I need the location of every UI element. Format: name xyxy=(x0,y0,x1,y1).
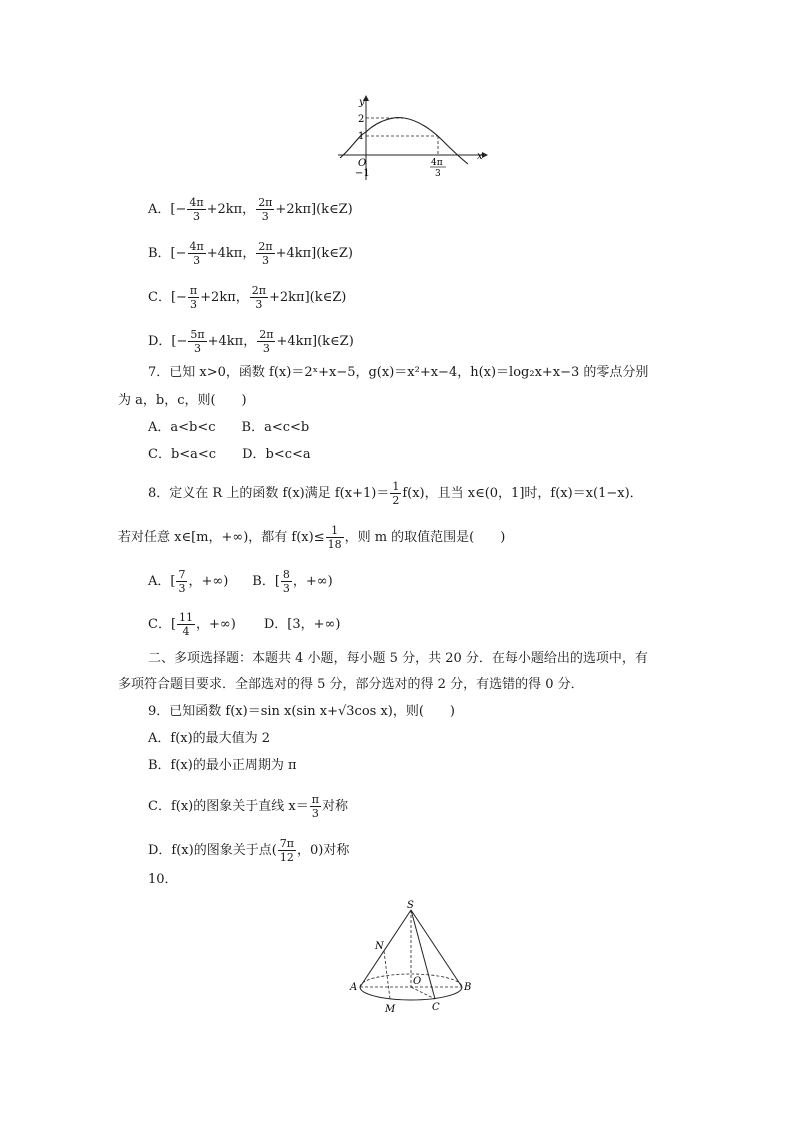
q6-option-a[interactable]: A．[− $\frac{4\pi}{3}$ +2kπ， $\frac{2\pi}{3}$ +2kπ](k∈Z) xyxy=(148,196,353,223)
fraction: $\frac{2\pi}{3}$ xyxy=(258,240,273,267)
q8-options-ab[interactable]: A．[ $\frac{7}{3}$ ，+∞) B．[ $\frac{8}{3}$ ，+∞) xyxy=(148,568,333,595)
q6-option-b[interactable]: B．[− $\frac{4\pi}{3}$ +4kπ， $\frac{2\pi}{3}$ +4kπ](k∈Z) xyxy=(148,240,353,267)
segment-nm xyxy=(384,951,390,999)
q8-options-cd[interactable]: C．[ $\frac{11}{4}$ ，+∞) D．[3，+∞) xyxy=(148,611,341,638)
label-c: C xyxy=(432,1002,440,1013)
y-tick-2: 2 xyxy=(358,114,365,125)
q7-options-ab[interactable]: A．a<b<c B．a<c<b xyxy=(148,420,310,435)
origin-label: O xyxy=(358,158,367,169)
fraction: $\frac{\pi}{3}$ xyxy=(189,284,198,311)
fraction: $\frac{5\pi}{3}$ xyxy=(190,328,205,355)
q8-stem-line1: 8．定义在 R 上的函数 f(x)满足 f(x+1)＝ $\frac{1}{2}$ f(x)，且当 x∈(0，1]时，f(x)＝x(1−x)． xyxy=(148,480,643,507)
cone-base-front xyxy=(360,987,462,1000)
fraction: $\frac{2\pi}{3}$ xyxy=(259,328,274,355)
fraction: $\frac{\pi}{3}$ xyxy=(311,793,319,820)
label-m: M xyxy=(385,1004,396,1015)
label-o: O xyxy=(413,976,422,987)
fraction: $\frac{2\pi}{3}$ xyxy=(258,196,273,223)
fraction: $\frac{4\pi}{3}$ xyxy=(189,196,204,223)
q8-stem-line2: 若对任意 x∈[m，+∞)，都有 f(x)≤ $\frac{1}{18}$ ，则 m 的取值范围是( ) xyxy=(118,524,506,551)
q7-stem-line2: 为 a，b，c，则( ) xyxy=(118,393,247,408)
x-axis-arrow-icon xyxy=(482,152,488,158)
section2-intro-line2: 多项符合题目要求．全部选对的得 5 分，部分选对的得 2 分，有选错的得 0 分． xyxy=(118,677,584,692)
fraction-bound: $\frac{1}{18}$ xyxy=(327,524,342,551)
fraction: $\frac{7\pi}{12}$ xyxy=(279,837,295,864)
fraction-half: $\frac{1}{2}$ xyxy=(392,480,400,507)
cone-figure xyxy=(345,898,480,1018)
q9-option-c[interactable]: C．f(x)的图象关于直线 x＝ $\frac{\pi}{3}$ 对称 xyxy=(148,793,348,820)
y-tick-1: 1 xyxy=(358,131,365,142)
x-tick-numerator: 4π xyxy=(431,158,443,168)
fraction: $\frac{4\pi}{3}$ xyxy=(189,240,204,267)
fraction: $\frac{8}{3}$ xyxy=(282,568,290,595)
y-axis-label: y xyxy=(359,97,365,108)
q10-number: 10． xyxy=(148,872,178,887)
label-s: S xyxy=(407,900,414,911)
cone-edge-sa xyxy=(360,910,411,987)
x-tick-denominator: 3 xyxy=(435,169,441,179)
q9-option-a[interactable]: A．f(x)的最大值为 2 xyxy=(148,731,271,746)
fraction: $\frac{2\pi}{3}$ xyxy=(251,284,266,311)
q7-stem-line1: 7．已知 x>0，函数 f(x)＝2ˣ+x−5，g(x)＝x²+x−4，h(x)＝log₂x+x−3 的零点分别 xyxy=(148,365,649,380)
segment-oc xyxy=(411,987,435,999)
q9-stem: 9．已知函数 f(x)＝sin x(sin x+√3cos x)，则( ) xyxy=(148,704,455,719)
q7-options-cd[interactable]: C．b<a<c D．b<c<a xyxy=(148,447,311,462)
q6-option-c[interactable]: C．[− $\frac{\pi}{3}$ +2kπ， $\frac{2\pi}{3}$ +2kπ](k∈Z) xyxy=(148,284,347,311)
sine-graph xyxy=(334,92,494,182)
y-tick-neg1: −1 xyxy=(355,168,370,179)
q9-option-b[interactable]: B．f(x)的最小正周期为 π xyxy=(148,758,297,773)
q6-option-d[interactable]: D．[− $\frac{5\pi}{3}$ +4kπ， $\frac{2\pi}{3}$ +4kπ](k∈Z) xyxy=(148,328,354,355)
label-a: A xyxy=(350,982,358,993)
fraction: $\frac{7}{3}$ xyxy=(178,568,186,595)
fraction: $\frac{11}{4}$ xyxy=(179,611,194,638)
section2-intro-line1: 二、多项选择题：本题共 4 小题，每小题 5 分，共 20 分．在每小题给出的选项中，有 xyxy=(148,651,648,666)
label-n: N xyxy=(375,941,384,952)
label-b: B xyxy=(464,982,472,993)
x-axis-label: x xyxy=(477,151,483,162)
q9-option-d[interactable]: D．f(x)的图象关于点( $\frac{7\pi}{12}$ ，0)对称 xyxy=(148,837,350,864)
